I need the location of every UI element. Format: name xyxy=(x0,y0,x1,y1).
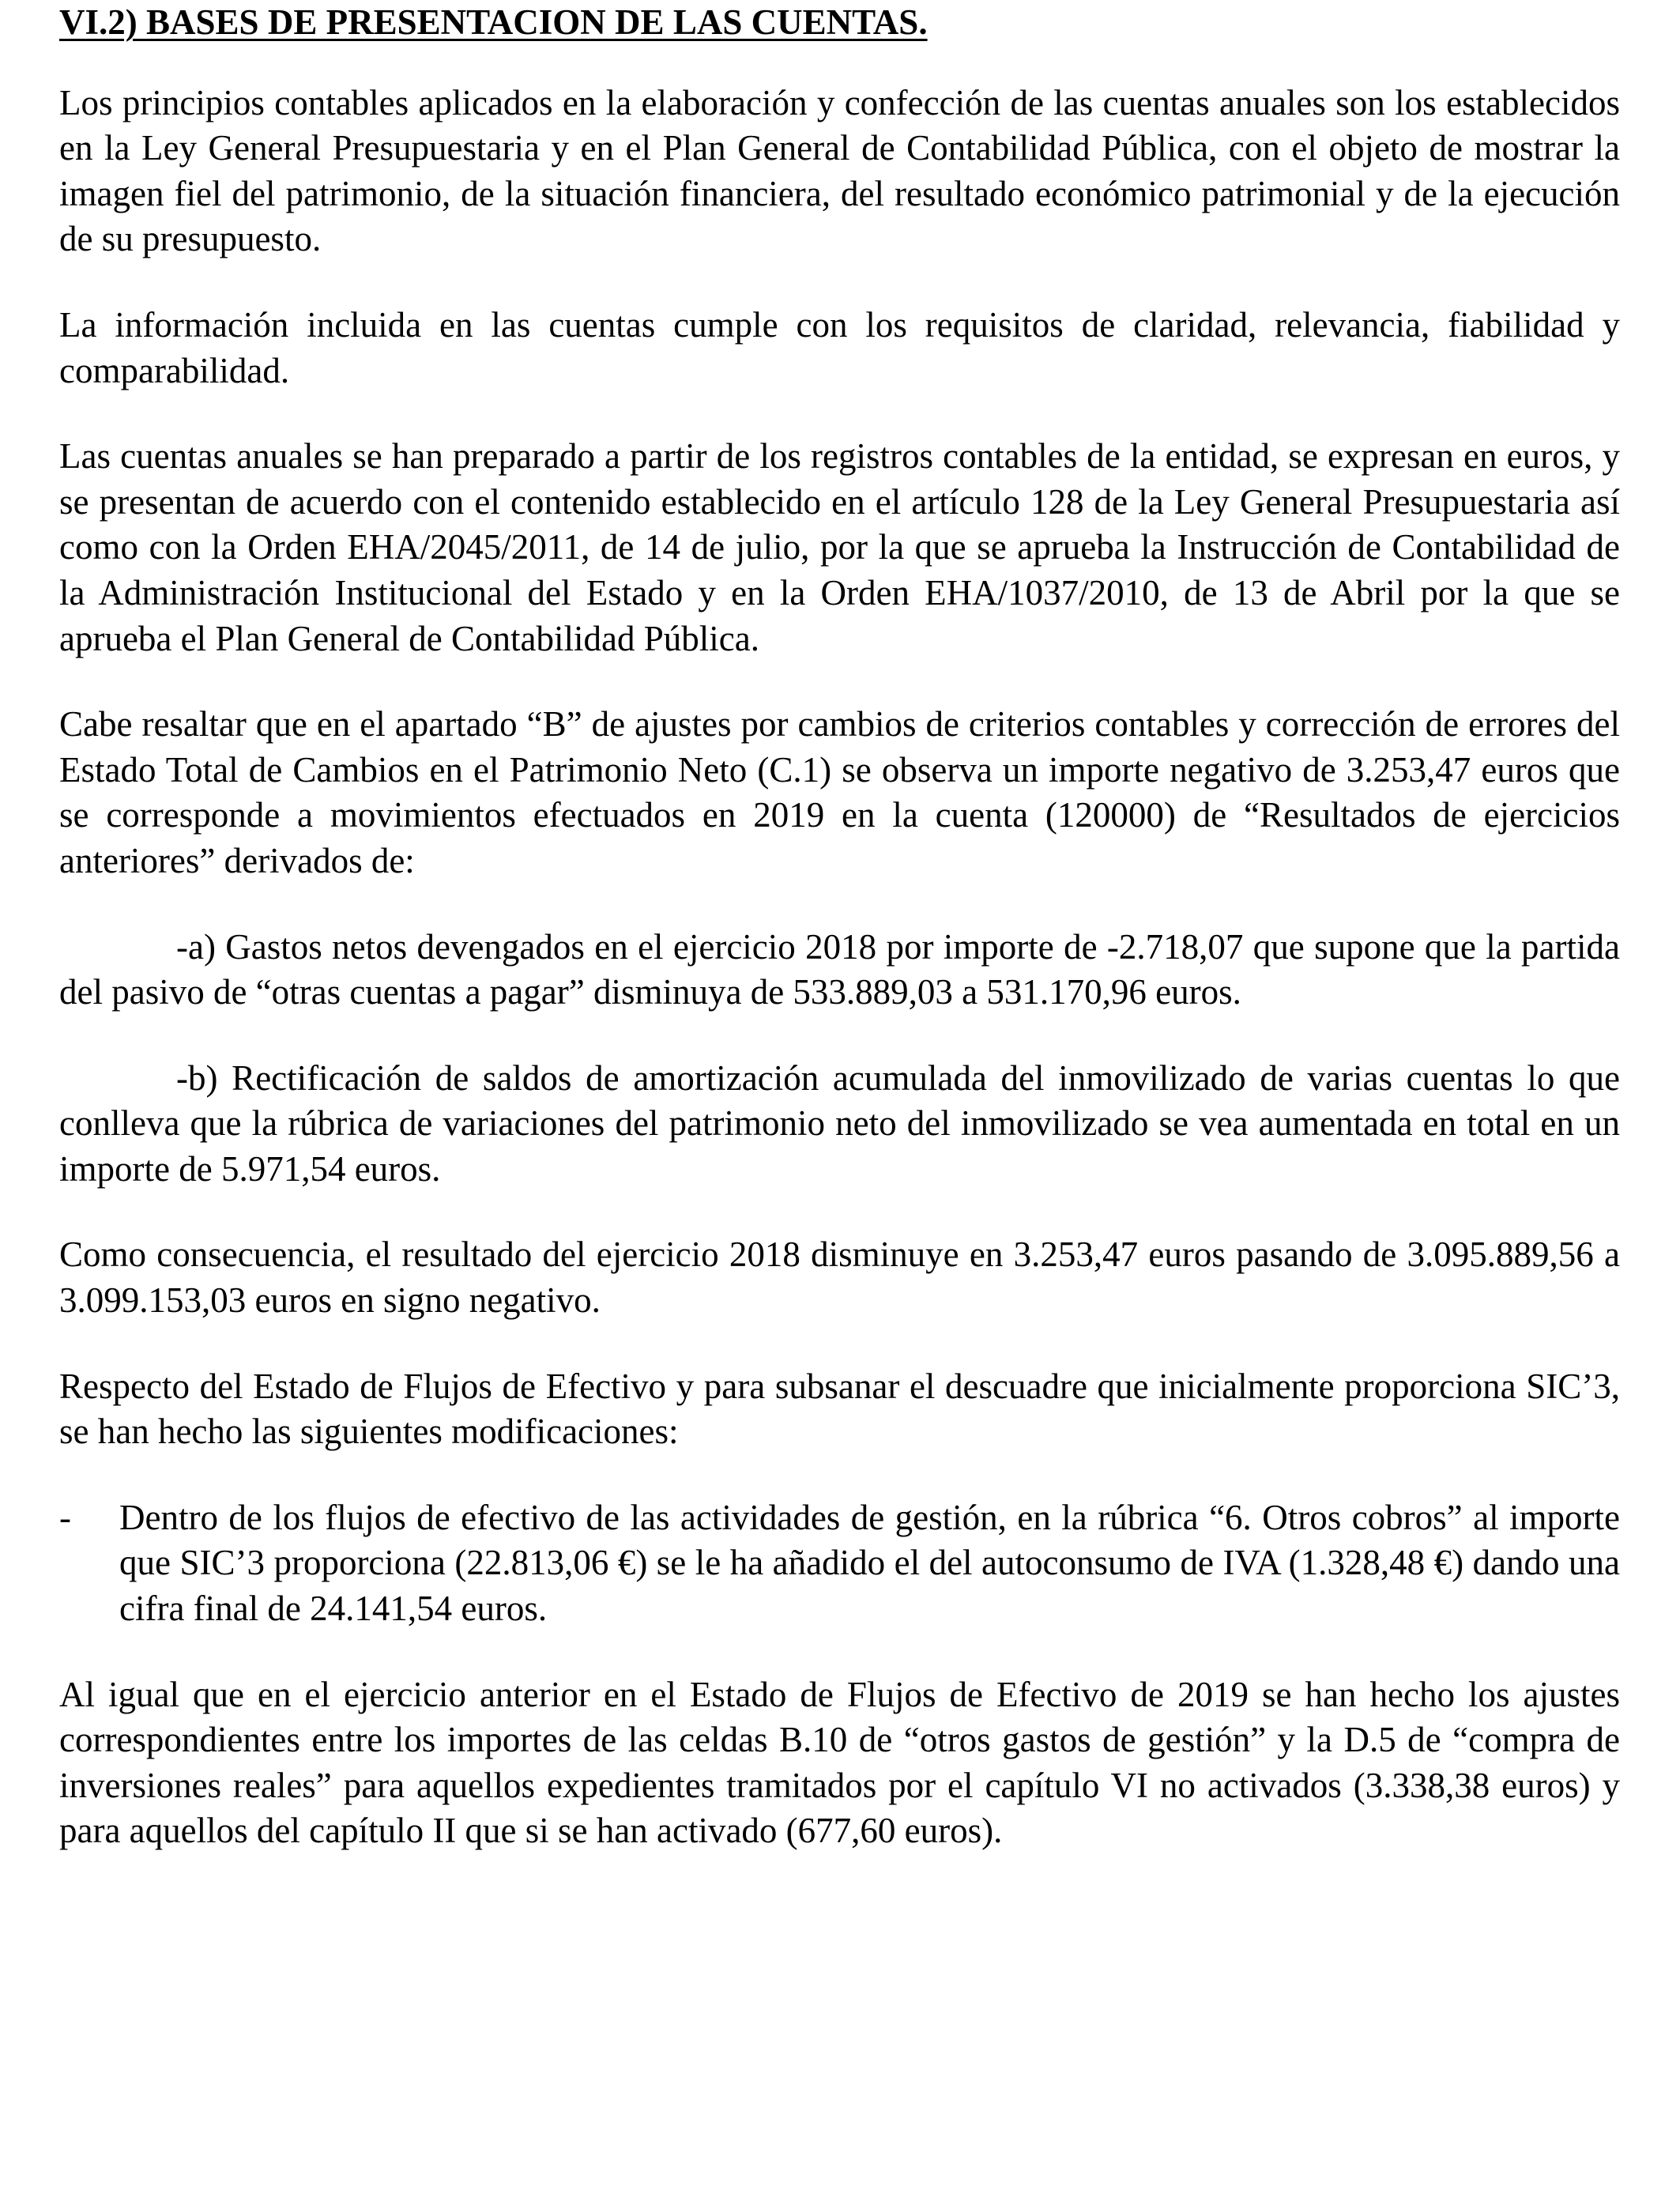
bullet-text: Dentro de los flujos de efectivo de las actividades de gestión, en la rúbrica “6. Otros cobros” al importe que SIC’3 proporciona (22.813,06 €) se le ha añadido el del autoconsumo de IVA (1.328,48 €) dando una cifra final de 24.141,54 euros. xyxy=(119,1497,1620,1629)
paragraph-cuentas-anuales: Las cuentas anuales se han preparado a partir de los registros contables de la entidad, se expresan en euros, y se presentan de acuerdo con el contenido establecido en el artículo 128 de la Ley General Presupuestaria así como con la Orden EHA/2045/2011, de 14 de julio, por la que se aprueba la Instrucción de Contabilidad de la Administración Institucional del Estado y en la Orden EHA/1037/2010, de 13 de Abril por la que se aprueba el Plan General de Contabilidad Pública. xyxy=(59,436,1620,658)
section-heading: VI.2) BASES DE PRESENTACION DE LAS CUENTAS. xyxy=(59,2,928,42)
bullet-list-item xyxy=(59,1495,1620,1632)
paragraph-consecuencia: Como consecuencia, el resultado del ejercicio 2018 disminuye en 3.253,47 euros pasando de 3.095.889,56 a 3.099.153,03 euros en signo negativo. xyxy=(59,1235,1620,1321)
paragraph-flujos-efectivo: Respecto del Estado de Flujos de Efectivo y para subsanar el descuadre que inicialmente proporciona SIC’3, se han hecho las siguientes modificaciones: xyxy=(59,1366,1620,1452)
document-page xyxy=(59,0,1620,1894)
paragraph-item-a: -a) Gastos netos devengados en el ejercicio 2018 por importe de -2.718,07 que supone que la partida del pasivo de “otras cuentas a pagar” disminuya de 533.889,03 a 531.170,96 euros. xyxy=(59,926,1620,1012)
paragraph-informacion: La información incluida en las cuentas cumple con los requisitos de claridad, relevancia, fiabilidad y comparabilidad. xyxy=(59,304,1620,390)
bullet-marker: - xyxy=(59,1497,71,1537)
paragraph-ajustes: Cabe resaltar que en el apartado “B” de ajustes por cambios de criterios contables y corrección de errores del Estado Total de Cambios en el Patrimonio Neto (C.1) se observa un importe negativo de 3.253,47 euros que se corresponde a movimientos efectuados en 2019 en la cuenta (120000) de “Resultados de ejercicios anteriores” derivados de: xyxy=(59,704,1620,880)
paragraph-closing: Al igual que en el ejercicio anterior en el Estado de Flujos de Efectivo de 2019 se han hecho los ajustes correspondientes entre los importes de las celdas B.10 de “otros gastos de gestión” y la D.5 de “compra de inversiones reales” para aquellos expedientes tramitados por el capítulo VI no activados (3.338,38 euros) y para aquellos del capítulo II que si se han activado (677,60 euros). xyxy=(59,1674,1620,1851)
paragraph-item-b: -b) Rectificación de saldos de amortización acumulada del inmovilizado de varias cuentas lo que conlleva que la rúbrica de variaciones del patrimonio neto del inmovilizado se vea aumentada en total en un importe de 5.971,54 euros. xyxy=(59,1057,1620,1189)
paragraph-principios: Los principios contables aplicados en la elaboración y confección de las cuentas anuales son los establecidos en la Ley General Presupuestaria y en el Plan General de Contabilidad Pública, con el objeto de mostrar la imagen fiel del patrimonio, de la situación financiera, del resultado económico patrimonial y de la ejecución de su presupuesto. xyxy=(59,82,1620,259)
